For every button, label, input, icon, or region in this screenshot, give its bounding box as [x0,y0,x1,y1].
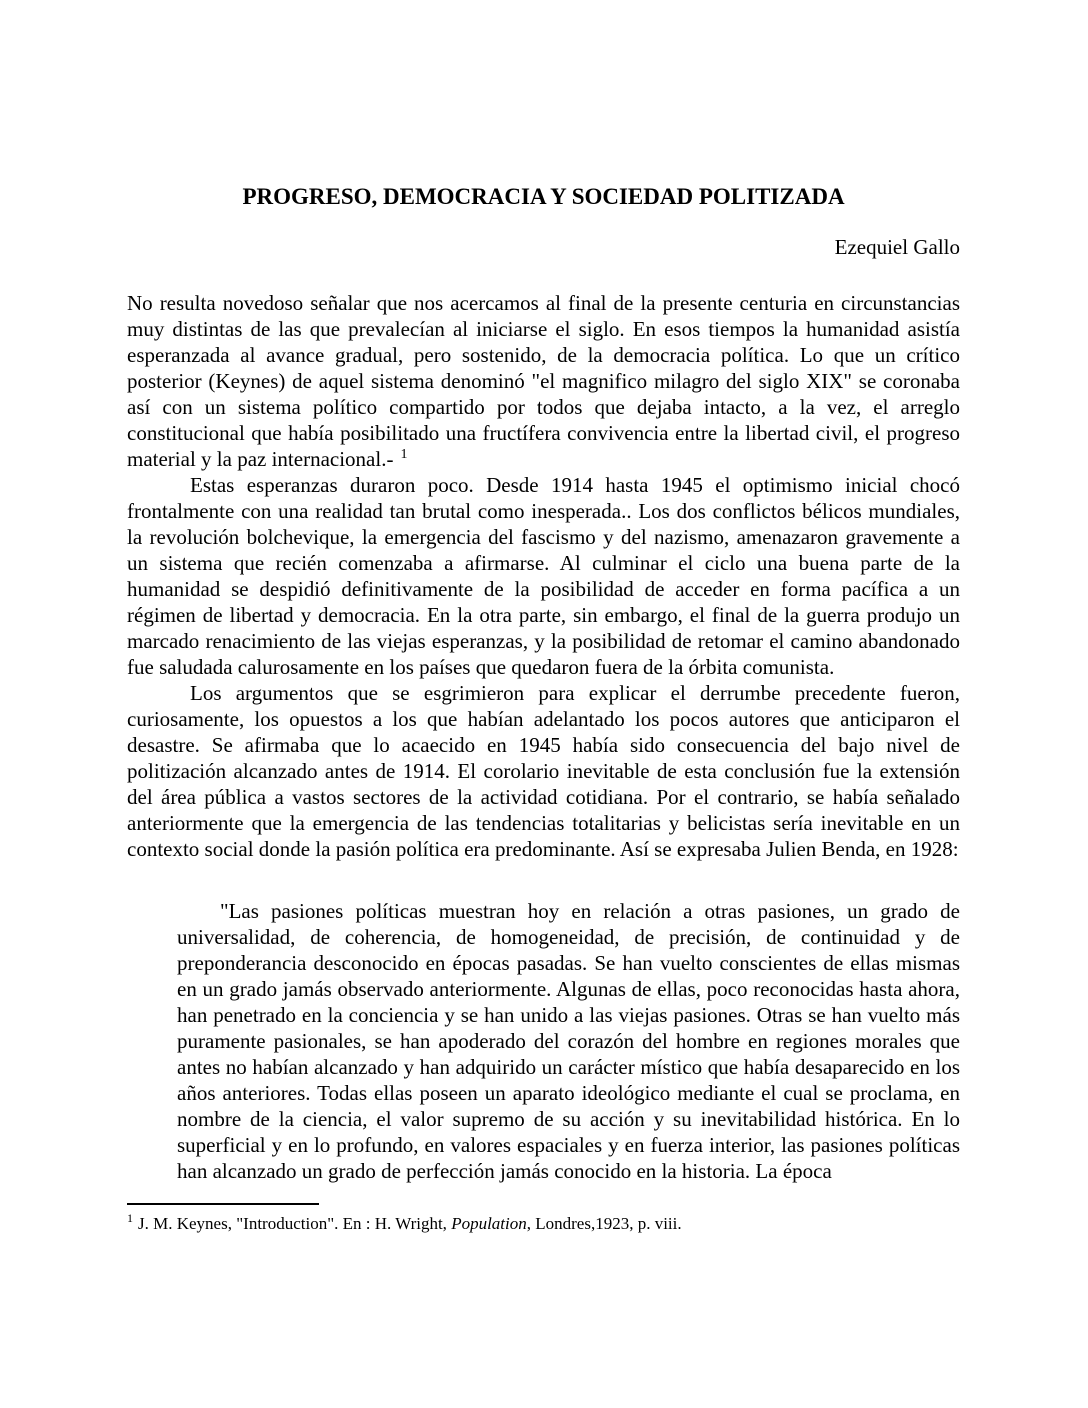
paragraph-arguments: Los argumentos que se esgrimieron para explicar el derrumbe precedente fueron, curiosamente, los opuestos a los que habían adelantado los pocos autores que anticiparon el desastre. Se afirmaba que lo acaecido en 1945 había sido consecuencia del bajo nivel de politización alcanzado antes de 1914. El corolario inevitable de esta conclusión fue la extensión del área pública a vastos sectores de la actividad cotidiana. Por el contrario, se había señalado anteriormente que la emergencia de las tendencias totalitarias y belicistas sería inevitable en un contexto social donde la pasión política era predominante. Así se expresaba Julien Benda, en 1928: [127,681,960,861]
paragraph-intro [127,290,960,472]
footnote [127,1213,960,1235]
benda-quote: "Las pasiones políticas muestran hoy en relación a otras pasiones, un grado de universalidad, de coherencia, de homogeneidad, de precisión, de continuidad y de preponderancia desconocido en épocas pasadas. Se han vuelto conscientes de ellas mismas en un grado jamás observado anteriormente. Algunas de ellas, poco reconocidas hasta ahora, han penetrado en la conciencia y se han unido a las viejas pasiones. Otras se han vuelto más puramente pasionales, se han apoderado del corazón del hombre en regiones morales que antes no habían alcanzado y han adquirido un carácter místico que había desaparecido en los años anteriores. Todas ellas poseen un aparato ideológico mediante el cual se proclama, en nombre de la ciencia, el valor supremo de su acción y su inevitabilidad histórica. En lo superficial y en lo profundo, en valores espaciales y en fuerza interior, las pasiones políticas han alcanzado un grado de perfección jamás conocido en la historia. La época [177,899,960,1183]
author-byline: Ezequiel Gallo [834,235,960,259]
paragraph-intro-text: No resulta novedoso señalar que nos acercamos al final de la presente centuria en circunstancias muy distintas de las que prevalecían al iniciarse el siglo. En esos tiempos la humanidad asistía esperanzada al avance gradual, pero sostenido, de la democracia política. Lo que un crítico posterior (Keynes) de aquel sistema denominó "el magnifico milagro del siglo XIX" se coronaba así con un sistema político compartido por todos que dejaba intacto, a la vez, el arreglo constitucional que había posibilitado una fructífera convivencia entre la libertad civil, el progreso material y la paz internacional.- [127,291,960,471]
document-title: PROGRESO, DEMOCRACIA Y SOCIEDAD POLITIZADA [242,184,845,209]
footnote-marker: 1 [127,1211,133,1226]
footnote-text: J. M. Keynes, "Introduction". En : H. Wright, [138,1214,452,1233]
footnote-separator-rule [127,1203,319,1205]
footnote-text-end: , Londres,1923, p. viii. [526,1214,682,1233]
paragraph-hopes: Estas esperanzas duraron poco. Desde 1914 hasta 1945 el optimismo inicial chocó frontalmente con una realidad tan brutal como inesperada.. Los dos conflictos bélicos mundiales, la revolución bolchevique, la emergencia del fascismo y del nazismo, amenazaron gravemente a un sistema que recién comenzaba a afirmarse. Al culminar el ciclo una buena parte de la humanidad se despidió definitivamente de la posibilidad de acceder en forma pacífica a un régimen de libertad y democracia. En la otra parte, sin embargo, el final de la guerra produjo un marcado renacimiento de las viejas esperanzas, y la posibilidad de retomar el camino abandonado fue saludada calurosamente en los países que quedaron fuera de la órbita comunista. [127,473,960,679]
footnote-reference: 1 [400,447,408,462]
footnote-work-title: Population [451,1214,527,1233]
text-block [127,183,960,1235]
